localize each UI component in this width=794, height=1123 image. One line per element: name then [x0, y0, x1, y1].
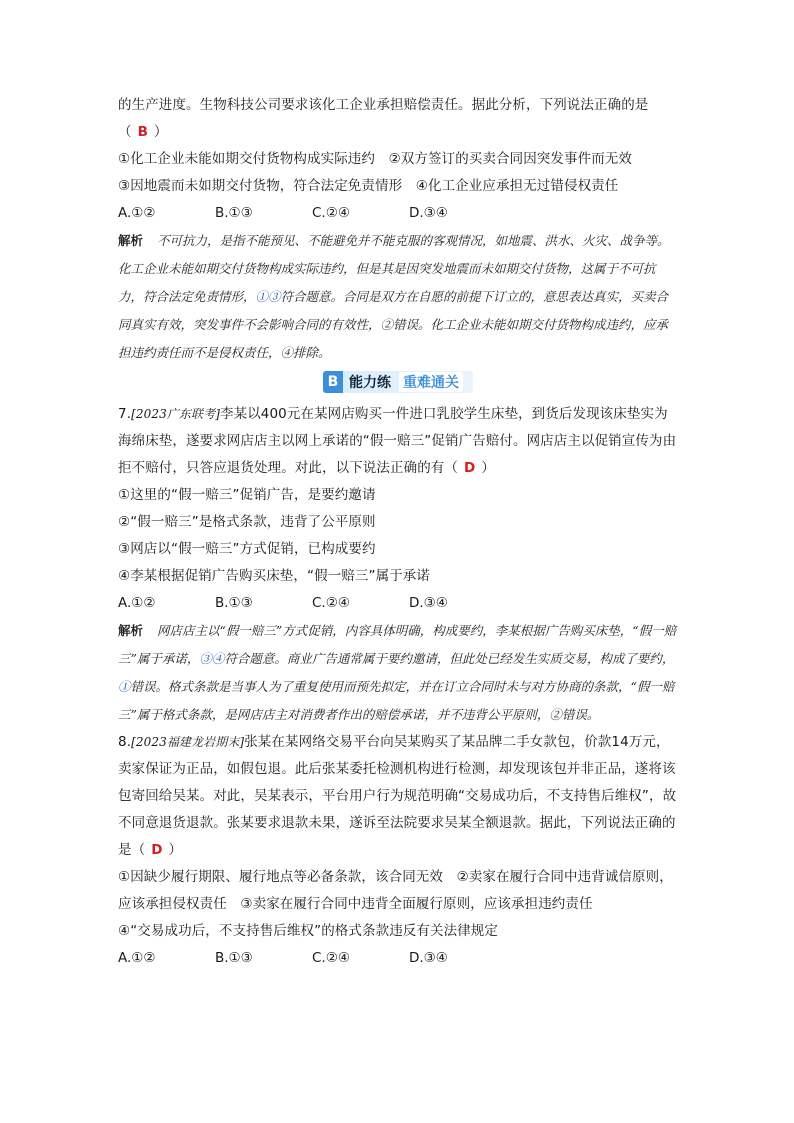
q7-option-4: ④李某根据促销广告购买床垫，“假一赔三”属于承诺 [118, 568, 430, 584]
q6-choice-d: D.③④ [409, 205, 448, 221]
q6-answer-line [118, 119, 678, 146]
q7-paren-close: ） [481, 460, 495, 476]
q6-analysis-text-b: 符合题意。合同是双方在自愿的前提下订立的，意思表达真实，买卖合同真实有效，突发事件不会影响合同的有效性，②错误。化工企业未能如期交付货物构成违约，应承担违约责任而不是侵权责任，④排除。 [118, 289, 669, 360]
q8-answer: D [151, 842, 163, 858]
q7-choice-d: D.③④ [409, 595, 448, 611]
q7-analysis [118, 617, 678, 729]
q7-choice-a: A.①② [118, 595, 156, 611]
q6-analysis-highlight: ①③ [255, 289, 281, 304]
q7-stem-text: 李某以400元在某网店购买一件进口乳胶学生床垫，到货后发现该床垫实为海绵床垫，遂要求网店店主以网上承诺的“假一赔三”促销广告赔付。网店店主以促销宣传为由拒不赔付，只答应退货处理。对此，以下说法正确的有（ [118, 406, 677, 476]
q8-stem [118, 729, 678, 864]
q6-choices [118, 200, 678, 227]
q8-options-b: ④“交易成功后，不支持售后维权”的格式条款违反有关法律规定 [118, 923, 498, 939]
banner-title: 能力练 [349, 375, 391, 391]
q7-answer: D [464, 460, 476, 476]
q8-choice-a: A.①② [118, 950, 156, 966]
section-banner-row [118, 371, 678, 399]
q8-choice-d: D.③④ [409, 950, 448, 966]
q7-option-2: ②“假一赔三”是格式条款，违背了公平原则 [118, 514, 376, 530]
q7-analysis-text-c: 错误。格式条款是当事人为了重复使用而预先拟定，并在订立合同时未与对方协商的条款，“假一赔三”属于格式条款，是网店店主对消费者作出的赔偿承诺，并不违背公平原则，②错误。 [118, 679, 675, 722]
q8-choices [118, 945, 678, 972]
q6-choice-a: A.①② [118, 205, 156, 221]
section-banner [323, 371, 473, 393]
q7-stem [118, 401, 678, 482]
q6-paren-open: （ [118, 124, 132, 140]
q7-choice-b: B.①③ [215, 595, 253, 611]
q7-option-3: ③网店以“假一赔三”方式促销，已构成要约 [118, 541, 376, 557]
document-page [118, 92, 678, 972]
q7-analysis-text-b: 符合题意。商业广告通常属于要约邀请，但此处已经发生实质交易，构成了要约， [224, 651, 675, 666]
banner-letter-badge: B [323, 371, 343, 393]
q6-analysis-text-a: 不可抗力，是指不能预见、不能避免并不能克服的客观情况，如地震、洪水、火灾、战争等。化工企业未能如期交付货物构成实际违约，但是其是因突发地震而未如期交付货物，这属于不可抗力，符合法定免责情形， [118, 233, 670, 304]
q8-paren-close: ） [168, 842, 183, 858]
q8-stem-text: 张某在某网络交易平台向吴某购买了某品牌二手女款包，价款14万元，卖家保证为正品，如假包退。此后张某委托检测机构进行检测，却发现该包并非正品，遂将该包寄回给吴某。对此，吴某表示，平台用户行为规范明确“交易成功后，不支持售后维权”，故不同意退货退款。张某要求退款未果，遂诉至法院要求吴某全额退款。据此，下列说法正确的是（ [118, 734, 677, 858]
q7-analysis-highlight-2: ① [118, 679, 131, 694]
q7-number: 7. [118, 406, 132, 422]
q7-choice-c: C.②④ [312, 595, 350, 611]
q8-choice-b: B.①③ [215, 950, 253, 966]
q8-choice-c: C.②④ [312, 950, 350, 966]
q7-analysis-highlight-1: ③④ [199, 651, 225, 666]
q7-source: [2023广东联考] [131, 407, 220, 421]
q7-choices [118, 590, 678, 617]
q6-choice-c: C.②④ [312, 205, 350, 221]
q6-paren-close: ） [154, 124, 168, 140]
q6-choice-b: B.①③ [215, 205, 253, 221]
q7-option-1: ①这里的“假一赔三”促销广告，是要约邀请 [118, 487, 376, 503]
q6-analysis [118, 227, 678, 367]
q6-analysis-tag: 解析 [118, 233, 144, 248]
q7-analysis-text-a: 网店店主以“假一赔三”方式促销，内容具体明确，构成要约，李某根据广告购买床垫，“假一赔三”属于承诺， [118, 623, 677, 666]
q8-number: 8. [118, 734, 132, 750]
q8-source: [2023福建龙岩期末] [131, 735, 245, 749]
q6-options-line-1: ①化工企业未能如期交付货物构成实际违约 ②双方签订的买卖合同因突发事件而无效 [118, 151, 633, 167]
q6-stem-line: 的生产进度。生物科技公司要求该化工企业承担赔偿责任。据此分析，下列说法正确的是 [118, 97, 649, 113]
q6-options-line-2: ③因地震而未如期交付货物，符合法定免责情形 ④化工企业应承担无过错侵权责任 [118, 178, 619, 194]
q8-options-a: ①因缺少履行期限、履行地点等必备条款，该合同无效 ②卖家在履行合同中违背诚信原则，应该承担侵权责任 ③卖家在履行合同中违背全面履行原则，应该承担违约责任 [118, 869, 673, 912]
q7-analysis-tag: 解析 [118, 623, 144, 638]
banner-subtitle: 重难通关 [399, 372, 463, 392]
q6-answer: B [137, 124, 148, 140]
